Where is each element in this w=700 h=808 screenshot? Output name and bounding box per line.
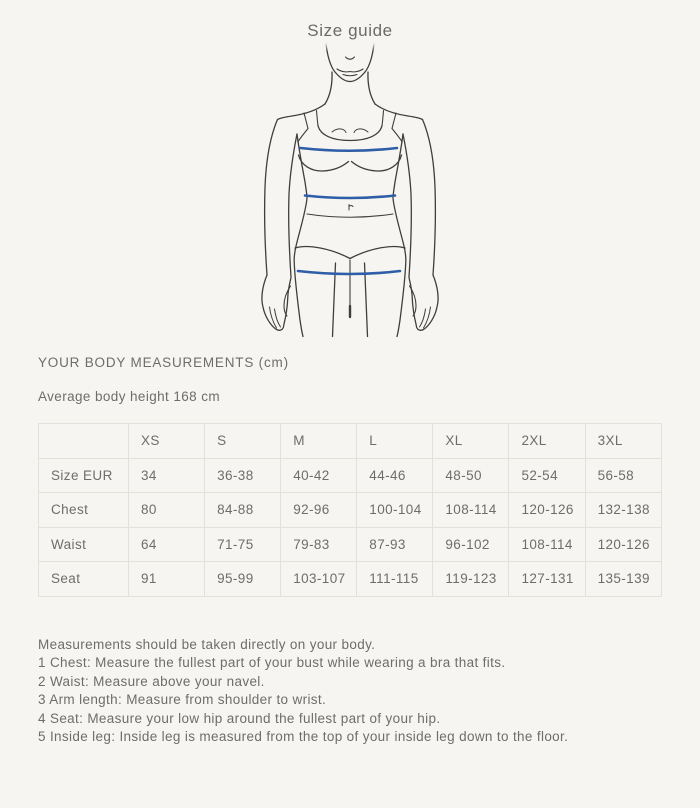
size-value-cell: 79-83	[281, 527, 357, 562]
size-value-cell: 64	[129, 527, 205, 562]
instruction-line: 4 Seat: Measure your low hip around the fullest part of your hip.	[38, 710, 441, 726]
size-column-header: L	[357, 424, 433, 459]
size-column-header	[39, 424, 129, 459]
size-table-row	[39, 527, 662, 562]
right-hand	[409, 275, 438, 330]
size-value-cell: 103-107	[281, 562, 357, 597]
size-value-cell: 56-58	[585, 458, 661, 493]
size-value-cell: 52-54	[509, 458, 585, 493]
size-value-cell: 111-115	[357, 562, 433, 597]
collarbone-left	[332, 129, 346, 133]
size-value-cell: 96-102	[433, 527, 509, 562]
body-figure-svg	[250, 42, 450, 342]
size-value-cell: 127-131	[509, 562, 585, 597]
mouth-line	[337, 69, 363, 72]
size-value-cell: 120-126	[585, 527, 661, 562]
waist-measure-line	[305, 196, 395, 199]
row-label: Seat	[39, 562, 129, 597]
bra-underbust-right	[352, 155, 402, 171]
size-table-head	[39, 424, 662, 459]
size-table-row	[39, 458, 662, 493]
size-value-cell: 91	[129, 562, 205, 597]
size-value-cell: 71-75	[205, 527, 281, 562]
chest-measure-line	[301, 148, 398, 151]
size-value-cell: 132-138	[585, 493, 661, 528]
size-value-cell: 48-50	[433, 458, 509, 493]
instruction-line: 5 Inside leg: Inside leg is measured from the top of your inside leg down to the floor.	[38, 729, 569, 745]
nose-line	[346, 57, 355, 59]
size-value-cell: 100-104	[357, 493, 433, 528]
instruction-line: 2 Waist: Measure above your navel.	[38, 673, 265, 689]
bra-neckline	[318, 126, 382, 141]
size-value-cell: 40-42	[281, 458, 357, 493]
size-table-row	[39, 493, 662, 528]
size-value-cell: 95-99	[205, 562, 281, 597]
size-column-header: M	[281, 424, 357, 459]
briefs-leg-right	[350, 247, 405, 259]
size-column-header: 2XL	[509, 424, 585, 459]
size-value-cell: 120-126	[509, 493, 585, 528]
size-value-cell: 34	[129, 458, 205, 493]
size-column-header: XL	[433, 424, 509, 459]
size-value-cell: 108-114	[509, 527, 585, 562]
size-value-cell: 84-88	[205, 493, 281, 528]
size-table	[38, 423, 662, 597]
size-value-cell: 119-123	[433, 562, 509, 597]
instruction-line: 1 Chest: Measure the fullest part of your bust while wearing a bra that fits.	[38, 655, 506, 671]
measurement-instructions	[38, 636, 638, 748]
size-value-cell: 36-38	[205, 458, 281, 493]
body-figure-illustration	[250, 42, 450, 342]
measure-lines	[298, 148, 400, 274]
body-outline	[262, 43, 438, 337]
average-height-text: Average body height 168 cm	[38, 389, 221, 404]
size-value-cell: 92-96	[281, 493, 357, 528]
bra-strap-left	[304, 113, 308, 129]
collarbone-right	[354, 129, 368, 133]
size-value-cell: 44-46	[357, 458, 433, 493]
size-column-header: S	[205, 424, 281, 459]
left-hand	[262, 275, 291, 330]
page-title: Size guide	[307, 21, 393, 40]
size-column-header: XS	[129, 424, 205, 459]
size-value-cell: 108-114	[433, 493, 509, 528]
briefs-leg-left	[295, 247, 350, 259]
size-value-cell: 135-139	[585, 562, 661, 597]
navel-mark	[349, 205, 353, 211]
row-label: Waist	[39, 527, 129, 562]
figure-top-fade	[250, 41, 450, 51]
bra-underbust-left	[299, 155, 349, 171]
row-label: Size EUR	[39, 458, 129, 493]
instruction-line: 3 Arm length: Measure from shoulder to wrist.	[38, 692, 327, 708]
size-value-cell: 87-93	[357, 527, 433, 562]
lower-lip-line	[343, 75, 357, 76]
briefs-waistband	[307, 214, 393, 217]
seat-measure-line	[298, 271, 400, 274]
size-table-row	[39, 562, 662, 597]
size-table-body	[39, 458, 662, 596]
row-label: Chest	[39, 493, 129, 528]
body-measurements-heading: YOUR BODY MEASUREMENTS (cm)	[38, 355, 289, 370]
size-value-cell: 80	[129, 493, 205, 528]
size-table-header-row	[39, 424, 662, 459]
instruction-line: Measurements should be taken directly on your body.	[38, 636, 376, 652]
size-column-header: 3XL	[585, 424, 661, 459]
bra-strap-right	[392, 113, 396, 129]
